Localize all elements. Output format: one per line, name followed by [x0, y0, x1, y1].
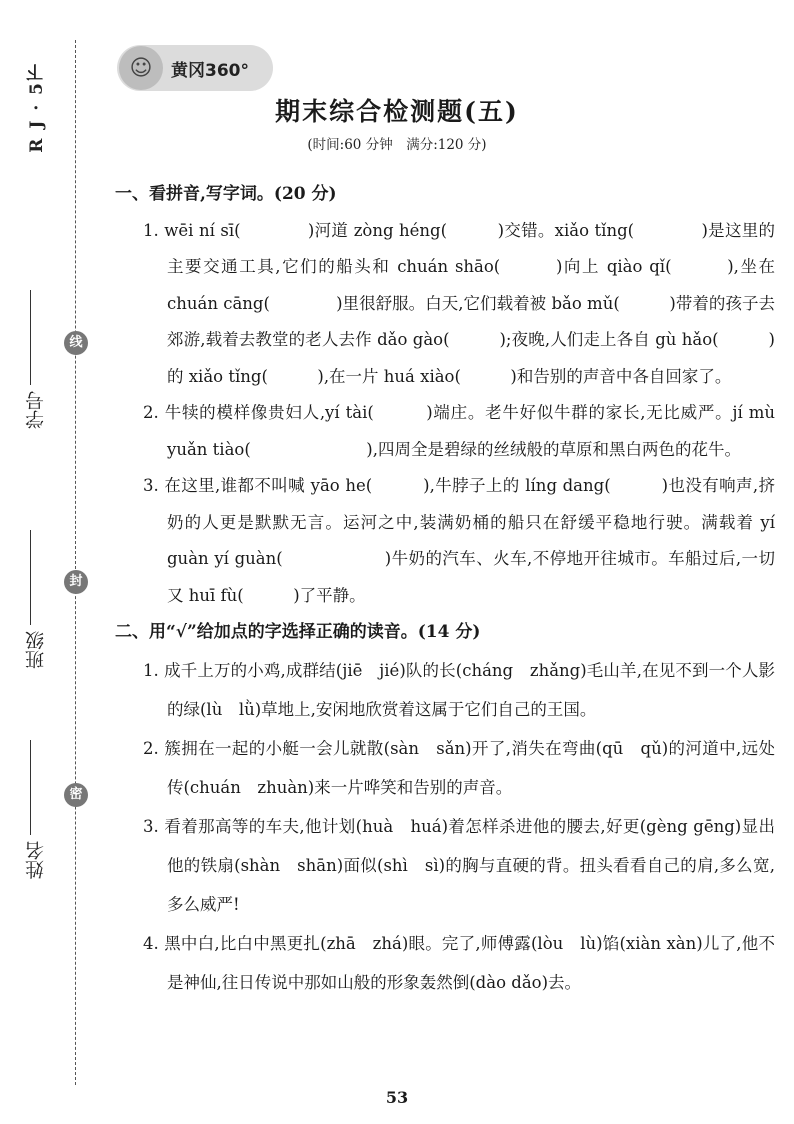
series-label: R J · 5下 [27, 62, 47, 153]
question-item[interactable]: 1. wēi ní sī( )河道 zòng héng( )交错。xiǎo tǐng( )是这里的主要交通工具,它们的船头和 chuán shāo( )向上 qiào qǐ( ),坐在 chuán cāng( )里很舒服。白天,它们载着被 bǎo mǔ( )带着的孩子去郊游,载着去教堂的老人去作 dǎo gào( );夜晚,人们走上各自 gù hǎo( )的 xiǎo tǐng( ),在一片 huá xiào( )和告别的声音中各自回家了。 [143, 220, 775, 386]
seal-mark-seal: 封 [64, 570, 88, 594]
class-field[interactable] [22, 530, 49, 669]
brand-name: 黄冈360° [171, 60, 249, 81]
student-id-label: 学号 [25, 391, 47, 429]
question-item[interactable]: 2. 簇拥在一起的小艇一会儿就散(sàn sǎn)开了,消失在弯曲(qū qǔ)的河道中,远处传(chuán zhuàn)来一片哗笑和告别的声音。 [143, 738, 775, 797]
mascot-icon: ☺ [119, 46, 163, 90]
page-number: 53 [385, 1088, 409, 1107]
question-item[interactable]: 3. 在这里,谁都不叫喊 yāo he( ),牛脖子上的 líng dang( )也没有响声,挤奶的人更是默默无言。运河之中,装满奶桶的船只在舒缓平稳地行驶。满载着 yí guàn yí guàn( )牛奶的汽车、火车,不停地开往城市。车船过后,一切又 huī fù( )了平静。 [143, 476, 775, 605]
exam-content [115, 176, 775, 1002]
section-pronunciation [115, 614, 775, 1002]
name-field[interactable] [22, 740, 49, 879]
name-line [30, 740, 32, 835]
class-label: 班级 [25, 631, 47, 669]
section-pinyin [115, 176, 775, 614]
section-heading: 一、看拼音,写字词。(20 分) [115, 184, 337, 204]
brand-badge [117, 45, 273, 91]
seal-mark-secret: 密 [64, 783, 88, 807]
question-item[interactable]: 3. 看着那高等的车夫,他计划(huà huá)着怎样杀进他的腰去,好更(gèng gēng)显出他的铁扇(shàn shān)面似(shì sì)的胸与直硬的背。扭头看看自己的肩,多么宽,多么威严! [143, 816, 775, 914]
exam-info: (时间:60 分钟 满分:120 分) [307, 137, 487, 153]
question-item[interactable]: 2. 牛犊的模样像贵妇人,yí tài( )端庄。老牛好似牛群的家长,无比威严。jí mù yuǎn tiào( ),四周全是碧绿的丝绒般的草原和黑白两色的花牛。 [143, 403, 775, 459]
class-line [30, 530, 32, 625]
student-id-line [30, 290, 32, 385]
question-item[interactable]: 4. 黑中白,比白中黑更扎(zhā zhá)眼。完了,师傅露(lòu lù)馅(xiàn xàn)儿了,他不是神仙,往日传说中那如山般的形象轰然倒(dào dǎo)去。 [143, 933, 775, 992]
section-heading: 二、用“√”给加点的字选择正确的读音。(14 分) [115, 622, 481, 642]
seal-mark-line: 线 [64, 331, 88, 355]
name-label: 姓名 [25, 841, 47, 879]
page-title: 期末综合检测题(五) [275, 97, 519, 126]
student-id-field[interactable] [22, 290, 49, 429]
binding-margin [0, 0, 110, 1124]
cut-line [75, 40, 76, 1085]
question-item[interactable]: 1. 成千上万的小鸡,成群结(jiē jié)队的长(cháng zhǎng)毛山羊,在见不到一个人影的绿(lù lǜ)草地上,安闲地欣赏着这属于它们自己的王国。 [143, 660, 775, 719]
